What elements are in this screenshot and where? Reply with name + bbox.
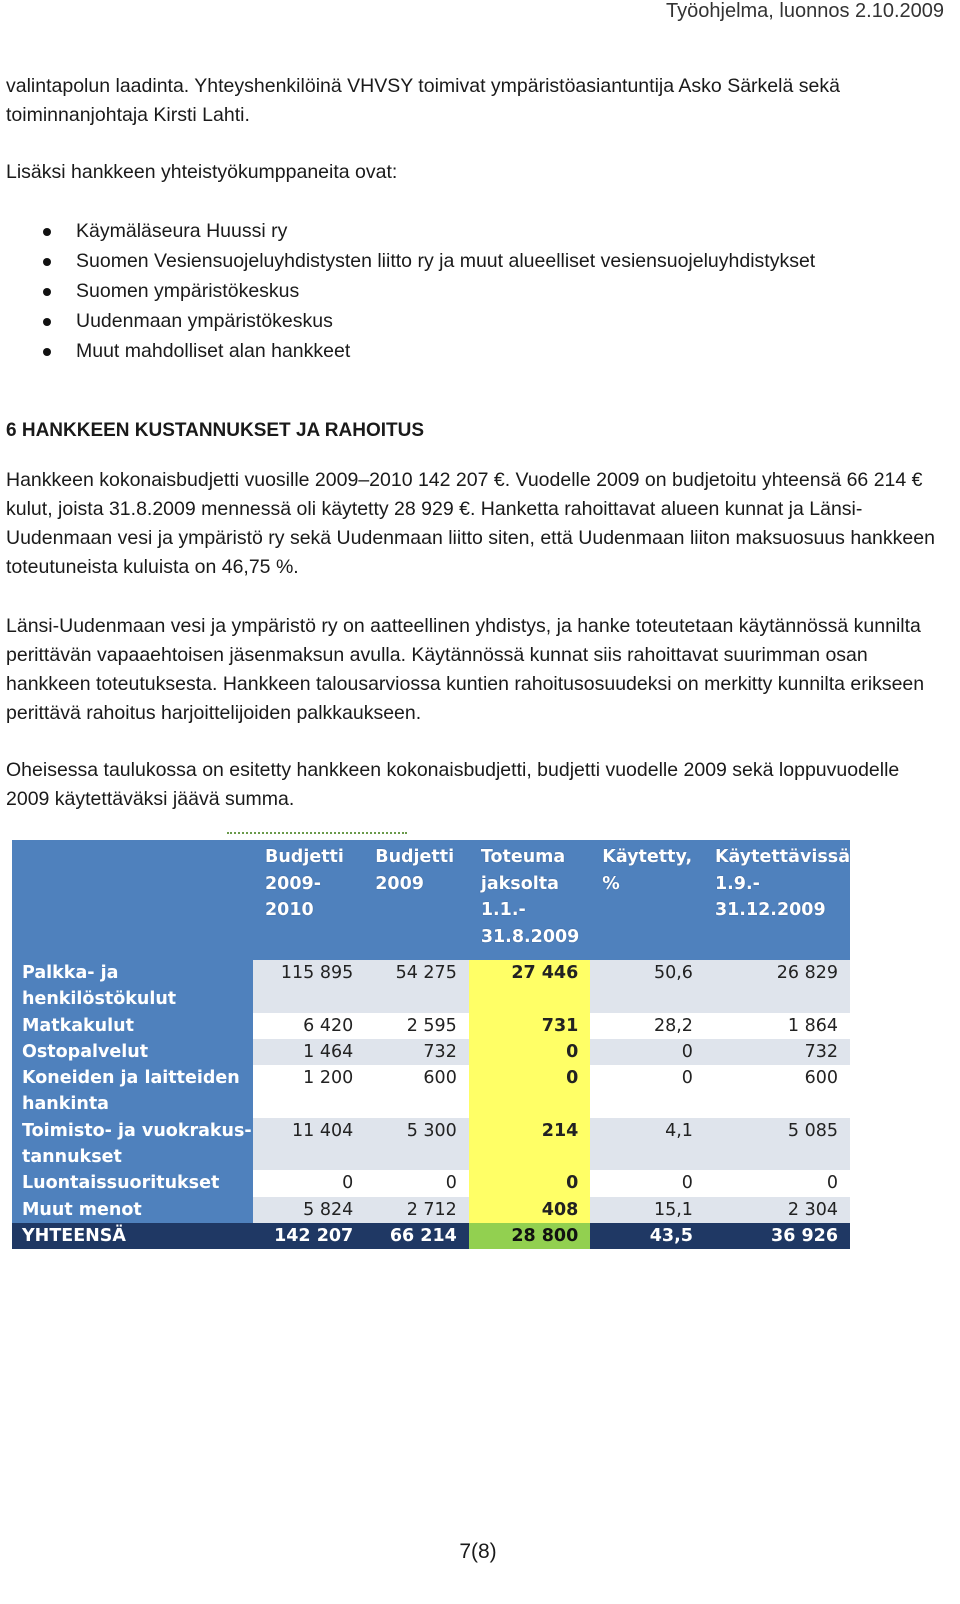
table-cell-highlight: 28 800 <box>469 1223 590 1249</box>
header-cell <box>365 840 469 960</box>
table-cell: 0 <box>365 1170 469 1196</box>
budget-table <box>12 840 850 1249</box>
table-cell-highlight: 408 <box>469 1197 590 1223</box>
header-line: 2009 <box>375 873 424 894</box>
header-line: 1.9.- <box>714 873 760 894</box>
table-cell: 0 <box>705 1170 850 1196</box>
paragraph-association: Länsi-Uudenmaan vesi ja ympäristö ry on aatteellinen yhdistys, ja hanke toteutetaan käytännössä kunnilta perittävän vapaaehtoisen jäsenmaksun avulla. Käytännössä kunnat siis rahoittavat suurimman osan hankkeen toteutuksesta. Hankkeen talousarviossa kuntien rahoitusosuudeksi on merkitty kunnilta erikseen perittävä rahoitus harjoittelijoiden palkkaukseen. <box>6 615 925 724</box>
header-cell-empty <box>12 840 253 960</box>
header-line: Budjetti <box>265 847 344 867</box>
header-cell <box>590 840 705 960</box>
table-cell: 36 926 <box>705 1223 850 1249</box>
table-cell: 2 304 <box>705 1197 850 1223</box>
list-item: Uudenmaan ympäristökeskus <box>0 306 815 336</box>
row-label <box>12 1039 253 1065</box>
table-row <box>12 1013 850 1039</box>
table-cell: 600 <box>365 1065 469 1118</box>
table-cell: 1 200 <box>253 1065 365 1118</box>
table-cell: 1 464 <box>253 1039 365 1065</box>
table-row <box>12 1170 850 1196</box>
header-line: 2010 <box>265 900 314 920</box>
document-header: Työohjelma, luonnos 2.10.2009 <box>666 0 944 22</box>
table-cell: 4,1 <box>590 1118 705 1171</box>
row-label-line: Toimisto- ja vuokrakus- <box>22 1120 252 1141</box>
table-cell: 732 <box>365 1039 469 1065</box>
table-cell: 0 <box>590 1065 705 1118</box>
row-label <box>12 960 253 1013</box>
table-cell: 26 829 <box>705 960 850 1013</box>
table-row <box>12 1039 850 1065</box>
table-cell: 0 <box>253 1170 365 1196</box>
row-label-line: hankinta <box>22 1094 109 1115</box>
header-line: Käytettävissä <box>714 847 850 867</box>
header-line: 2009- <box>265 873 321 894</box>
header-cell <box>469 840 590 960</box>
table-cell: 142 207 <box>253 1223 365 1249</box>
table-cell-highlight: 0 <box>469 1170 590 1196</box>
list-item: Muut mahdolliset alan hankkeet <box>0 336 815 366</box>
table-row <box>12 1118 850 1171</box>
row-label-line: Ostopalvelut <box>22 1041 149 1062</box>
partner-list <box>0 216 815 366</box>
table-cell-highlight: 214 <box>469 1118 590 1171</box>
page-number: 7(8) <box>459 1540 497 1563</box>
table-cell: 50,6 <box>590 960 705 1013</box>
row-label <box>12 1170 253 1196</box>
table-row <box>12 1197 850 1223</box>
table-cell: 2 712 <box>365 1197 469 1223</box>
table-header-row <box>12 840 850 960</box>
table-cell: 115 895 <box>253 960 365 1013</box>
table-cell: 1 864 <box>705 1013 850 1039</box>
table-cell: 28,2 <box>590 1013 705 1039</box>
table-cell: 11 404 <box>253 1118 365 1171</box>
paragraph-budget: Hankkeen kokonaisbudjetti vuosille 2009–2010 142 207 €. Vuodelle 2009 on budjetoitu yhteensä 66 214 € kulut, joista 31.8.2009 mennessä oli käytetty 28 929 €. Hanketta rahoittavat alueen kunnat ja Länsi-Uudenmaan vesi ja ympäristö ry sekä Uudenmaan liitto siten, että Uudenmaan liiton maksuosuus hankkeen toteutuneista kuluista on 46,75 %. <box>6 469 935 578</box>
decorative-dotted-line <box>227 832 407 834</box>
header-line: jaksolta <box>480 873 559 894</box>
row-label-line: Palkka- ja henkilöstökulut <box>22 963 177 1010</box>
list-item: Suomen Vesiensuojeluyhdistysten liitto ry ja muut alueelliset vesiensuojeluyhdistykset <box>0 246 815 276</box>
header-cell <box>705 840 850 960</box>
budget-table-image <box>12 840 850 1246</box>
table-cell: 43,5 <box>590 1223 705 1249</box>
table-cell: 15,1 <box>590 1197 705 1223</box>
row-label <box>12 1197 253 1223</box>
table-cell: 732 <box>705 1039 850 1065</box>
table-row <box>12 960 850 1013</box>
header-line: Budjetti <box>375 847 455 867</box>
paragraph-partners-intro: Lisäksi hankkeen yhteistyökumppaneita ovat: <box>6 161 398 183</box>
header-cell <box>253 840 365 960</box>
paragraph-contacts: valintapolun laadinta. Yhteyshenkilöinä VHVSY toimivat ympäristöasiantuntija Asko Särkelä sekä toiminnanjohtaja Kirsti Lahti. <box>6 75 840 126</box>
row-label <box>12 1065 253 1118</box>
table-cell: 2 595 <box>365 1013 469 1039</box>
table-cell: 66 214 <box>365 1223 469 1249</box>
row-label-line: Koneiden ja laitteiden <box>22 1068 240 1089</box>
row-label-line: Luontaissuoritukset <box>22 1173 220 1194</box>
table-total-row <box>12 1223 850 1249</box>
row-label <box>12 1118 253 1171</box>
header-line: 31.8.2009 <box>480 926 580 947</box>
table-cell: 5 085 <box>705 1118 850 1171</box>
paragraph-table-intro: Oheisessa taulukossa on esitetty hankkeen kokonaisbudjetti, budjetti vuodelle 2009 sekä loppuvuodelle 2009 käytettäväksi jäävä summa. <box>6 759 900 810</box>
row-label-line: Matkakulut <box>22 1015 134 1036</box>
row-label-line: tannukset <box>22 1147 122 1168</box>
header-line: % <box>602 873 620 894</box>
row-label-line: Muut menot <box>22 1199 142 1220</box>
table-cell: 5 300 <box>365 1118 469 1171</box>
table-cell: 54 275 <box>365 960 469 1013</box>
header-line: Toteuma <box>480 847 566 867</box>
table-cell-highlight: 0 <box>469 1065 590 1118</box>
table-cell: 600 <box>705 1065 850 1118</box>
table-cell: 5 824 <box>253 1197 365 1223</box>
table-row <box>12 1065 850 1118</box>
total-label: YHTEENSÄ <box>12 1223 253 1249</box>
header-line: 31.12.2009 <box>714 900 826 920</box>
table-cell: 6 420 <box>253 1013 365 1039</box>
list-item: Käymäläseura Huussi ry <box>0 216 815 246</box>
table-cell: 0 <box>590 1039 705 1065</box>
table-cell-highlight: 0 <box>469 1039 590 1065</box>
table-cell: 0 <box>590 1170 705 1196</box>
table-cell-highlight: 731 <box>469 1013 590 1039</box>
header-line: Käytetty, <box>602 847 693 867</box>
row-label <box>12 1013 253 1039</box>
section-heading: 6 HANKKEEN KUSTANNUKSET JA RAHOITUS <box>6 420 425 441</box>
header-line: 1.1.- <box>480 900 526 920</box>
list-item: Suomen ympäristökeskus <box>0 276 815 306</box>
table-cell-highlight: 27 446 <box>469 960 590 1013</box>
